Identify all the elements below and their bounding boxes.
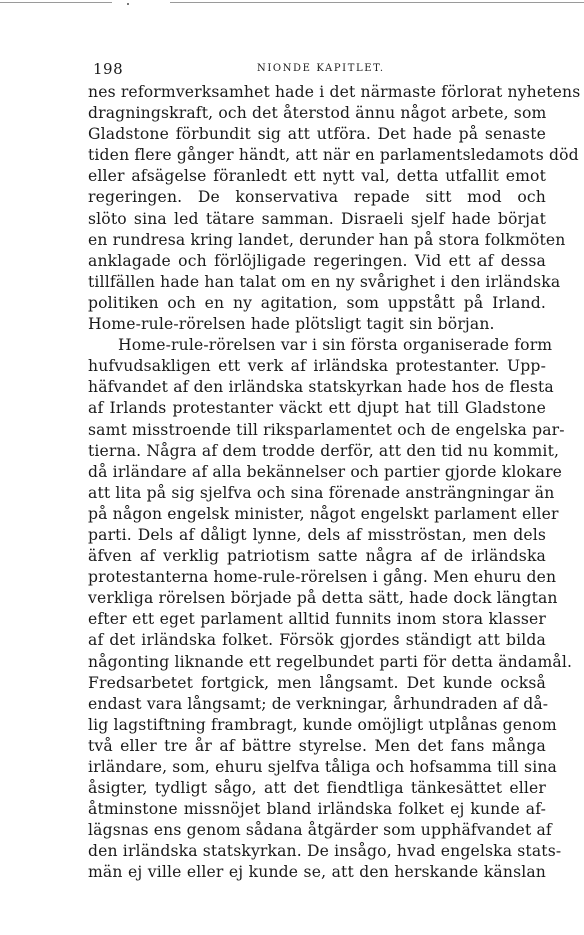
text-line: protestanterna home-rule-rörelsen i gång. Men ehuru den bbox=[88, 568, 557, 587]
text-line: slöto sina led tätare samman. Disraeli sjelf hade börjat bbox=[88, 209, 546, 228]
page-number: 198 bbox=[93, 60, 124, 78]
text-line: parti. Dels af dåligt lynne, dels af misströstan, men dels bbox=[88, 525, 546, 544]
text-line: eller afsägelse föranledt ett nytt val, detta utfallit emot bbox=[88, 167, 546, 186]
text-line: nes reformverksamhet hade i det närmaste förlorat nyhetens bbox=[88, 83, 581, 101]
text-line: regeringen. De konservativa repade sitt mod och bbox=[88, 188, 546, 207]
text-line: Home-rule-rörelsen var i sin första organiserade form bbox=[118, 336, 553, 355]
text-line: Gladstone förbundit sig att utföra. Det hade på senaste bbox=[88, 125, 546, 144]
text-line: tiden flere gånger händt, att när en parlamentsledamots död bbox=[88, 146, 579, 165]
text-line: lägsnas ens genom sådana åtgärder som upphäfvandet af bbox=[88, 821, 552, 840]
top-rule-right bbox=[170, 2, 584, 3]
text-line: på någon engelsk minister, något engelskt parlament eller bbox=[88, 504, 559, 523]
text-line: Fredsarbetet fortgick, men långsamt. Det kunde också bbox=[88, 673, 546, 692]
text-line: endast vara långsamt; de verkningar, århundraden af då- bbox=[88, 694, 549, 713]
text-line: samt misstroende till riksparlamentet och de engelska par- bbox=[88, 420, 565, 439]
text-line: då irländare af alla bekännelser och partier gjorde klokare bbox=[88, 462, 563, 481]
text-line: politiken och en ny agitation, som uppstått på Irland. bbox=[88, 293, 546, 312]
text-line: äfven af verklig patriotism satte några af de irländska bbox=[88, 547, 546, 566]
top-rule-dot bbox=[127, 3, 129, 5]
text-line: män ej ville eller ej kunde se, att den herskande känslan bbox=[88, 863, 546, 882]
text-line: af Irlands protestanter väckt ett djupt hat till Gladstone bbox=[88, 399, 546, 418]
running-head: NIONDE KAPITLET. bbox=[257, 63, 385, 74]
body-text bbox=[88, 82, 581, 884]
text-line: verkliga rörelsen började på detta sätt, hade dock längtan bbox=[88, 589, 558, 608]
text-line: tillfällen hade han talat om en ny svårighet i den irländska bbox=[88, 272, 561, 291]
text-line: lig lagstiftning frambragt, kunde omöjligt utplånas genom bbox=[88, 715, 557, 734]
top-rule-left bbox=[0, 2, 112, 3]
text-line: två eller tre år af bättre styrelse. Men det fans många bbox=[88, 736, 546, 755]
text-line: hufvudsakligen ett verk af irländska protestanter. Upp- bbox=[88, 357, 546, 376]
text-line: anklagade och förlöjligade regeringen. Vid ett af dessa bbox=[88, 251, 546, 270]
text-line: Home-rule-rörelsen hade plötsligt tagit sin början. bbox=[88, 315, 495, 334]
text-line: dragningskraft, och det återstod ännu något arbete, som bbox=[88, 104, 547, 123]
text-line: att lita på sig sjelfva och sina förenade ansträngningar än bbox=[88, 483, 555, 502]
text-line: häfvandet af den irländska statskyrkan hade hos de flesta bbox=[88, 378, 554, 397]
text-line: af det irländska folket. Försök gjordes ständigt att bilda bbox=[88, 631, 546, 650]
text-line: efter ett eget parlament alltid funnits inom stora klasser bbox=[88, 610, 546, 629]
text-line: tierna. Några af dem trodde derför, att den tid nu kommit, bbox=[88, 441, 560, 460]
text-line: en rundresa kring landet, derunder han på stora folkmöten bbox=[88, 230, 566, 249]
text-line: åsigter, tydligt sågo, att det fiendtliga tänkesättet eller bbox=[88, 779, 546, 798]
text-line: åtminstone missnöjet bland irländska folket ej kunde af- bbox=[88, 800, 546, 819]
text-line: den irländska statskyrkan. De insågo, hvad engelska stats- bbox=[88, 842, 562, 861]
text-line: irländare, som, ehuru sjelfva tåliga och hofsamma till sina bbox=[88, 758, 557, 776]
text-line: någonting liknande ett regelbundet parti för detta ändamål. bbox=[88, 652, 573, 671]
